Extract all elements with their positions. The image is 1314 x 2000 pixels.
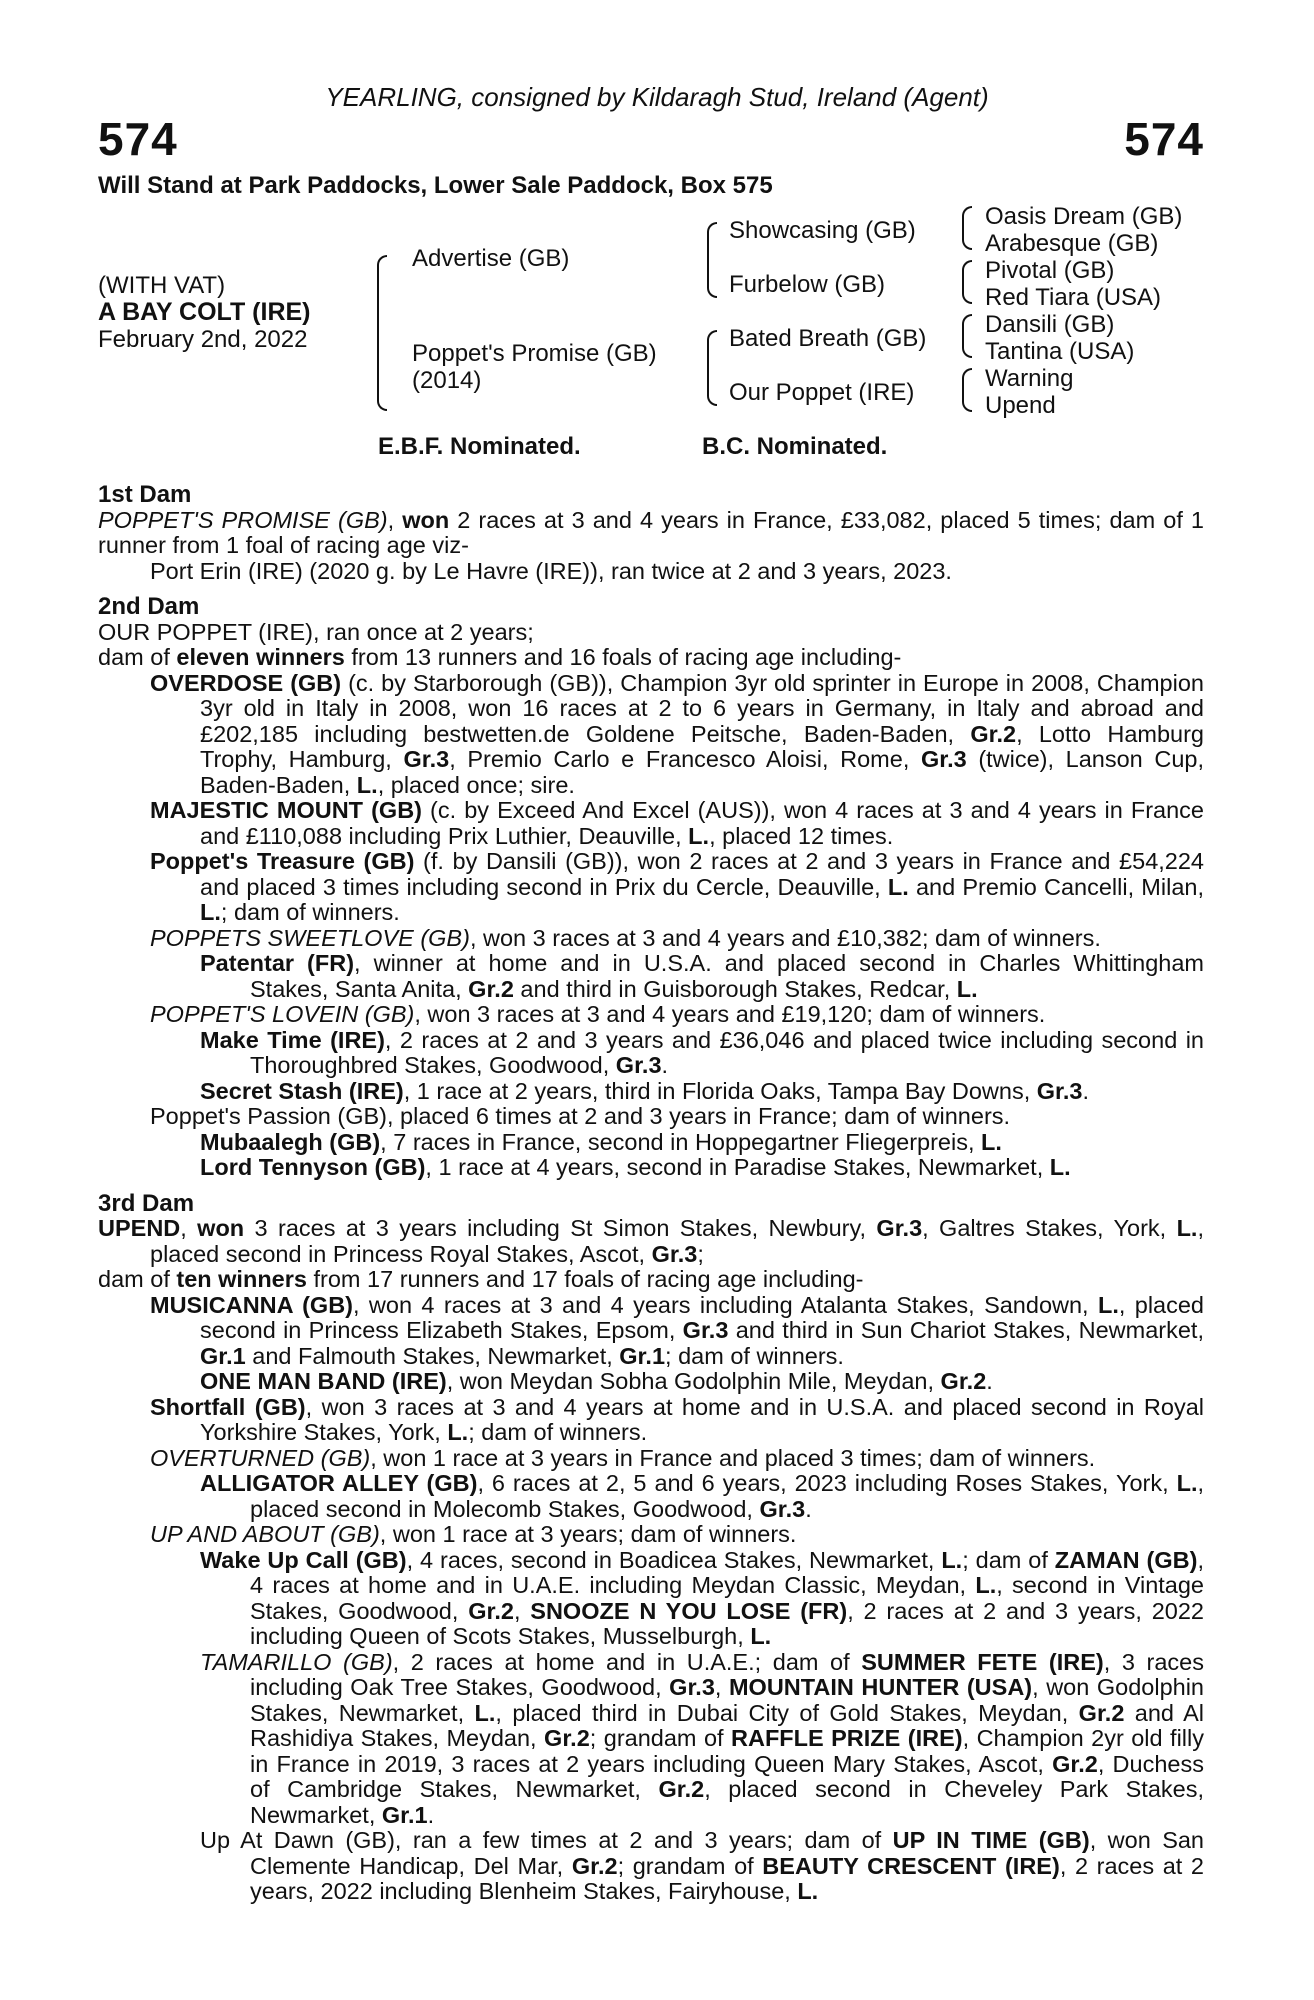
entry-up-at-dawn: Up At Dawn (GB), ran a few times at 2 and 3 years; dam of UP IN TIME (GB), won San Clemente Handicap, Del Mar, Gr.2; grandam of BEAUTY CRESCENT (IRE), 2 races at 2 years, 2022 including Blenheim Stakes, Fairyhouse, L. bbox=[200, 1827, 1205, 1904]
bc-nomination: B.C. Nominated. bbox=[702, 433, 888, 460]
entry-tamarillo: TAMARILLO (GB), 2 races at home and in U.A.E.; dam of SUMMER FETE (IRE), 3 races including Oak Tree Stakes, Goodwood, Gr.3, MOUNTAIN HUNTER (USA), won Godolphin Stakes, Newmarket, L., placed third in Dubai City of Gold Stakes, Meydan, Gr.2 and Al Rashidiya Stakes, Meydan, Gr.2; grandam of RAFFLE PRIZE (IRE), Champion 2yr old filly in France in 2019, 3 races at 2 years including Queen Mary Stakes, Ascot, Gr.2, Duchess of Cambridge Stakes, Newmarket, Gr.2, placed second in Cheveley Park Stakes, Newmarket, Gr.1. bbox=[200, 1648, 1205, 1828]
brace-sire-line bbox=[707, 222, 717, 298]
ebf-nomination: E.B.F. Nominated. bbox=[378, 433, 581, 460]
entry-poppets-lovein: POPPET'S LOVEIN (GB), won 3 races at 3 and 4 years and £19,120; dam of winners. bbox=[150, 1001, 1046, 1027]
dam-dam-sire: Warning bbox=[985, 365, 1074, 392]
first-dam-runner: Port Erin (IRE) (2020 g. by Le Havre (IRE)), ran twice at 2 and 3 years, 2023. bbox=[150, 557, 952, 584]
entry-shortfall: Shortfall (GB), won 3 races at 3 and 4 years at home and in U.S.A. and placed second in Royal Yorkshire Stakes, York, L.; dam of winners. bbox=[150, 1393, 1204, 1445]
entry-overdose: OVERDOSE (GB) (c. by Starborough (GB)), Champion 3yr old sprinter in Europe in 2008, Champion 3yr old in Italy in 2008, won 16 races at 2 to 6 years in Germany, in Italy and abroad and £202,185 including bestwetten.de Goldene Peitsche, Baden-Baden, Gr.2, Lotto Hamburg Trophy, Hamburg, Gr.3, Premio Carlo e Francesco Aloisi, Rome, Gr.3 (twice), Lanson Cup, Baden-Baden, L., placed once; sire. bbox=[150, 669, 1204, 798]
brace-g3-1 bbox=[962, 206, 972, 250]
brace-g3-4 bbox=[962, 368, 972, 412]
lot-number-right: 574 bbox=[1124, 113, 1204, 165]
stabling-location: Will Stand at Park Paddocks, Lower Sale Paddock, Box 575 bbox=[98, 172, 773, 199]
dam: Poppet's Promise (GB) bbox=[412, 340, 657, 367]
entry-poppets-sweetlove: POPPETS SWEETLOVE (GB), won 3 races at 3 and 4 years and £10,382; dam of winners. bbox=[150, 924, 1101, 951]
dam-year: (2014) bbox=[412, 367, 482, 394]
entry-alligator-alley: ALLIGATOR ALLEY (GB), 6 races at 2, 5 and 6 years, 2023 including Roses Stakes, York, L., placed second in Molecomb Stakes, Goodwood, Gr.3. bbox=[200, 1470, 1205, 1522]
entry-poppets-treasure: Poppet's Treasure (GB) (f. by Dansili (GB)), won 2 races at 2 and 3 years in France and £54,224 and placed 3 times including second in Prix du Cercle, Deauville, L. and Premio Cancelli, Milan, L.; dam of winners. bbox=[150, 848, 1205, 925]
vat-note: (WITH VAT) bbox=[98, 272, 226, 299]
brace-generation-1 bbox=[377, 255, 387, 411]
sire-dam-dam: Red Tiara (USA) bbox=[985, 284, 1162, 311]
sire: Advertise (GB) bbox=[412, 245, 570, 272]
third-dam-heading: 3rd Dam bbox=[98, 1189, 195, 1217]
third-dam-produce: dam of ten winners from 17 runners and 17 foals of racing age including- bbox=[98, 1266, 864, 1292]
third-dam-entry: UPEND, won 3 races at 3 years including St Simon Stakes, Newbury, Gr.3, Galtres Stakes, York, L., placed second in Princess Royal Stakes, Ascot, Gr.3; bbox=[98, 1215, 1204, 1267]
sire-sire: Showcasing (GB) bbox=[729, 217, 916, 244]
entry-make-time: Make Time (IRE), 2 races at 2 and 3 years and £36,046 and placed twice including second in Thoroughbred Stakes, Goodwood, Gr.3. bbox=[200, 1026, 1204, 1078]
entry-secret-stash: Secret Stash (IRE), 1 race at 2 years, third in Florida Oaks, Tampa Bay Downs, Gr.3. bbox=[200, 1077, 1090, 1104]
foaling-date: February 2nd, 2022 bbox=[98, 326, 308, 353]
entry-lord-tennyson: Lord Tennyson (GB), 1 race at 4 years, second in Paradise Stakes, Newmarket, L. bbox=[200, 1154, 1071, 1180]
entry-poppets-passion: Poppet's Passion (GB), placed 6 times at 2 and 3 years in France; dam of winners. bbox=[150, 1103, 1011, 1129]
sire-dam-sire: Pivotal (GB) bbox=[985, 257, 1115, 284]
entry-wake-up-call: Wake Up Call (GB), 4 races, second in Boadicea Stakes, Newmarket, L.; dam of ZAMAN (GB), 4 races at home and in U.A.E. including Meydan Classic, Meydan, L., second in Vintage Stakes, Goodwood, Gr.2, SNOOZE N YOU LOSE (FR), 2 races at 2 and 3 years, 2022 including Queen of Scots Stakes, Musselburgh, L. bbox=[200, 1546, 1204, 1649]
produce-record bbox=[98, 482, 1204, 1905]
sire-sire-dam: Arabesque (GB) bbox=[985, 230, 1159, 257]
dam-dam: Our Poppet (IRE) bbox=[729, 379, 915, 406]
entry-up-and-about: UP AND ABOUT (GB), won 1 race at 3 years; dam of winners. bbox=[150, 1521, 797, 1547]
sire-sire-sire: Oasis Dream (GB) bbox=[985, 203, 1183, 230]
lot-number-left: 574 bbox=[98, 113, 178, 165]
first-dam-heading: 1st Dam bbox=[98, 481, 192, 508]
second-dam-line: OUR POPPET (IRE), ran once at 2 years; bbox=[98, 618, 534, 645]
dam-sire-sire: Dansili (GB) bbox=[985, 311, 1115, 338]
first-dam-entry: POPPET'S PROMISE (GB), won 2 races at 3 and 4 years in France, £33,082, placed 5 times; dam of 1 runner from 1 foal of racing age viz- bbox=[98, 506, 1204, 558]
brace-g3-3 bbox=[962, 314, 972, 358]
lot-name: A BAY COLT (IRE) bbox=[98, 298, 311, 326]
entry-overturned: OVERTURNED (GB), won 1 race at 3 years in France and placed 3 times; dam of winners. bbox=[150, 1444, 1096, 1471]
sire-dam: Furbelow (GB) bbox=[729, 271, 886, 298]
entry-majestic-mount: MAJESTIC MOUNT (GB) (c. by Exceed And Excel (AUS)), won 4 races at 3 and 4 years in France and £110,088 including Prix Luthier, Deauville, L., placed 12 times. bbox=[150, 797, 1204, 849]
entry-patentar: Patentar (FR), winner at home and in U.S.A. and placed second in Charles Whittingham Stakes, Santa Anita, Gr.2 and third in Guisborough Stakes, Redcar, L. bbox=[200, 950, 1204, 1002]
brace-g3-2 bbox=[962, 260, 972, 304]
dam-sire-dam: Tantina (USA) bbox=[985, 338, 1135, 365]
entry-mubaalegh: Mubaalegh (GB), 7 races in France, second in Hoppegartner Fliegerpreis, L. bbox=[200, 1128, 1002, 1155]
second-dam-heading: 2nd Dam bbox=[98, 593, 200, 620]
dam-sire: Bated Breath (GB) bbox=[729, 325, 927, 352]
brace-dam-line bbox=[707, 330, 717, 406]
consignor-line: YEARLING, consigned by Kildaragh Stud, Ireland (Agent) bbox=[325, 82, 989, 112]
dam-dam-dam: Upend bbox=[985, 392, 1056, 419]
entry-one-man-band: ONE MAN BAND (IRE), won Meydan Sobha Godolphin Mile, Meydan, Gr.2. bbox=[200, 1368, 993, 1394]
second-dam-produce: dam of eleven winners from 13 runners and 16 foals of racing age including- bbox=[98, 644, 902, 670]
entry-musicanna: MUSICANNA (GB), won 4 races at 3 and 4 years including Atalanta Stakes, Sandown, L., placed second in Princess Elizabeth Stakes, Epsom, Gr.3 and third in Sun Chariot Stakes, Newmarket, Gr.1 and Falmouth Stakes, Newmarket, Gr.1; dam of winners. bbox=[150, 1291, 1205, 1369]
